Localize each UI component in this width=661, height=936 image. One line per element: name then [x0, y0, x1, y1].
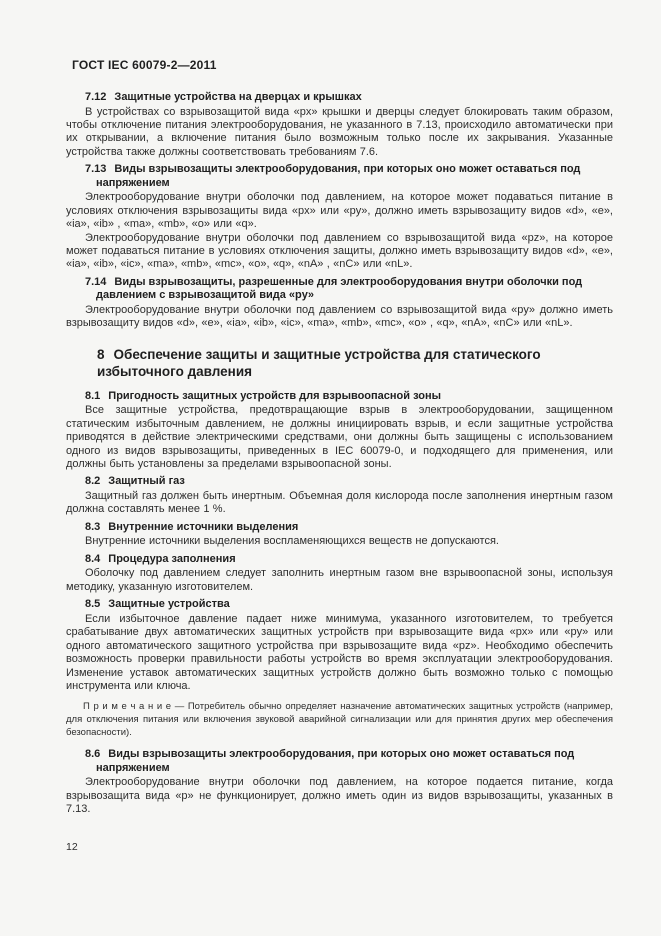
chapter-title: Обеспечение защиты и защитные устройства для статического избыточного давления	[97, 346, 541, 380]
section-heading-7-14	[66, 276, 613, 303]
chapter-number: 8	[97, 346, 105, 362]
section-heading-8-5	[66, 598, 613, 612]
paragraph: Все защитные устройства, предотвращающие взрыв в электрооборудовании, защищенном статическим избыточным давлением, не должны инициировать взрыв, и если защитные устройства приводятся в действие электрическими средствами, они должны быть защищены с использованием одного из видов взрывозащиты, приведенных в IEC 60079-0, и подходящего для применения, или должны быть установлены за пределами взрывоопасной зоны.	[66, 404, 613, 471]
section-heading-8-6	[66, 748, 613, 775]
section-number: 8.5	[85, 598, 101, 611]
section-number: 8.1	[85, 389, 101, 402]
section-title: Виды взрывозащиты электрооборудования, при которых оно может оставаться под напряжением	[96, 748, 575, 774]
section-number: 8.6	[85, 748, 101, 761]
paragraph: В устройствах со взрывозащитой вида «px» крышки и дверцы следует блокировать таким образом, чтобы отключение питания электрооборудования, не указанного в 7.13, происходило автоматически при их открывании, а включение питания было возможным только после их закрывания. Указанные устройства также должны соответствовать требованиям 7.6.	[66, 105, 613, 158]
section-number: 8.4	[85, 552, 101, 565]
page-number: 12	[66, 840, 78, 853]
section-title: Внутренние источники выделения	[108, 520, 299, 533]
paragraph: Если избыточное давление падает ниже минимума, указанного изготовителем, то требуется срабатывание двух автоматических защитных устройств при взрывозащите вида «px» или «py» или одного автоматического защитного устройства при взрывозащите вида «pz». Необходимо обеспечить возможность проверки правильности работы устройств во время эксплуатации электрооборудования. Изменение уставок автоматических защитных устройств должно быть возможно только с помощью инструмента или ключа.	[66, 612, 613, 692]
paragraph: Электрооборудование внутри оболочки под давлением со взрывозащитой вида «pz», на которое может подаваться питание в условиях отключения защиты, должно иметь взрывозащиту видов «d», «e», «ia», «ib», «ic», «ma», «mb», «mc», «o», «q», «nA» , «nC» или «nL».	[66, 231, 613, 271]
section-heading-7-12	[66, 91, 613, 105]
section-number: 7.13	[85, 163, 107, 176]
paragraph: Электрооборудование внутри оболочки под давлением, на которое может подаваться питание в условиях отключения взрывозащиты вида «px» или «py», должно иметь взрывозащиту видов «d», «e», «ia», «ib» , «ma», «mb», «o» или «q».	[66, 191, 613, 231]
section-heading-8-4	[66, 553, 613, 567]
section-title: Процедура заполнения	[108, 552, 236, 565]
section-number: 8.2	[85, 475, 101, 488]
paragraph: Электрооборудование внутри оболочки под давлением, на которое подается питание, когда взрывозащита вида «p» не функционирует, должно иметь один из видов взрывозащиты, указанных в 7.13.	[66, 776, 613, 816]
chapter-heading-8	[66, 346, 613, 381]
paragraph: Внутренние источники выделения воспламеняющихся веществ не допускаются.	[85, 535, 499, 548]
section-title: Виды взрывозащиты, разрешенные для электрооборудования внутри оболочки под давлением с взрывозащитой вида «py»	[96, 275, 583, 302]
section-heading-7-13	[66, 163, 613, 190]
section-number: 7.12	[85, 91, 107, 103]
section-title: Защитные устройства на дверцах и крышках	[114, 91, 362, 103]
paragraph: Оболочку под давлением следует заполнить инертным газом вне взрывоопасной зоны, используя методику, указанную изготовителем.	[66, 567, 613, 593]
paragraph: Электрооборудование внутри оболочки под давлением со взрывозащитой вида «py» должно иметь взрывозащиту видов «d», «e», «ia», «ib», «ic», «ma», «mb», «mc», «o» , «q», «nA», «nC» или «nL».	[66, 304, 613, 330]
section-number: 8.3	[85, 520, 101, 533]
section-heading-8-1	[66, 390, 613, 404]
paragraph: Защитный газ должен быть инертным. Объемная доля кислорода после заполнения инертным газом должна составлять менее 1 %.	[66, 490, 613, 516]
section-heading-8-2	[66, 475, 613, 489]
section-title: Виды взрывозащиты электрооборудования, при которых оно может оставаться под напряжением	[96, 163, 581, 189]
section-title: Пригодность защитных устройств для взрывоопасной зоны	[108, 389, 442, 402]
section-title: Защитный газ	[108, 475, 185, 488]
section-number: 7.14	[85, 275, 107, 288]
section-title: Защитные устройства	[108, 598, 230, 611]
section-heading-8-3	[66, 521, 613, 535]
note: П р и м е ч а н и е — Потребитель обычно определяет назначение автоматических защитных устройств (например, для отключения питания или включения звуковой аварийной сигнализации или для принятия других мер обеспечения безопасности).	[66, 701, 613, 738]
standard-reference: ГОСТ IEC 60079-2—2011	[72, 58, 217, 72]
